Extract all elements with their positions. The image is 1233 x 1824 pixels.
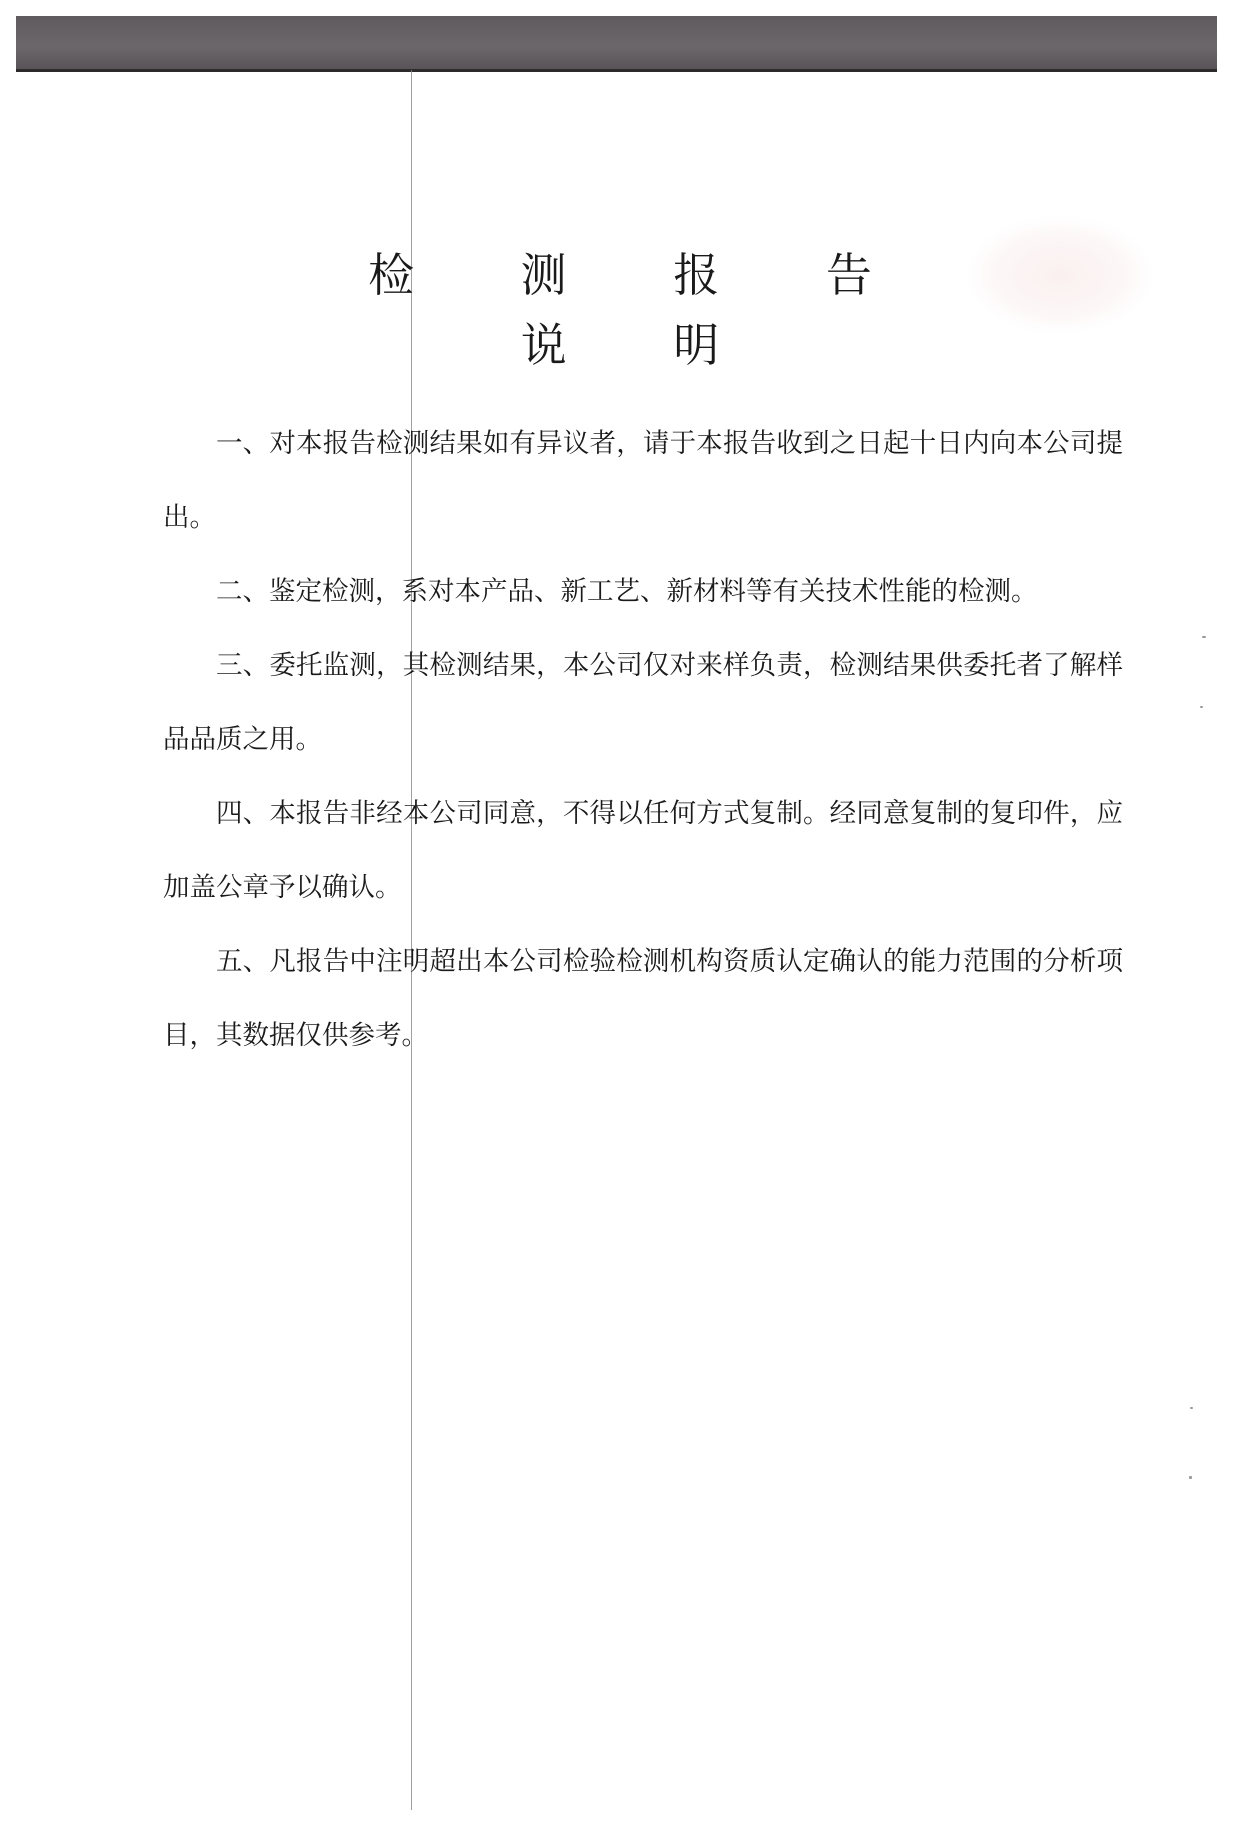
scan-speck bbox=[1189, 1476, 1192, 1479]
clause-4: 四、本报告非经本公司同意，不得以任何方式复制。经同意复制的复印件，应加盖公章予以确认。 bbox=[163, 798, 1123, 903]
scan-speck bbox=[1200, 706, 1203, 708]
clause-list bbox=[163, 407, 1123, 1073]
clause-1: 一、对本报告检测结果如有异议者，请于本报告收到之日起十日内向本公司提出。 bbox=[163, 428, 1123, 533]
scan-speck bbox=[1190, 1407, 1193, 1409]
document-title: 检 测 报 告 说 明 bbox=[368, 248, 918, 372]
clause-3: 三、委托监测，其检测结果，本公司仅对来样负责，检测结果供委托者了解样品品质之用。 bbox=[163, 650, 1123, 755]
faint-stamp-residue bbox=[965, 215, 1155, 335]
scan-speck bbox=[1202, 636, 1206, 638]
scan-top-border bbox=[16, 16, 1217, 72]
clause-2: 二、鉴定检测，系对本产品、新工艺、新材料等有关技术性能的检测。 bbox=[216, 576, 1038, 607]
clause-5: 五、凡报告中注明超出本公司检验检测机构资质认定确认的能力范围的分析项目，其数据仅供参考。 bbox=[163, 946, 1123, 1051]
